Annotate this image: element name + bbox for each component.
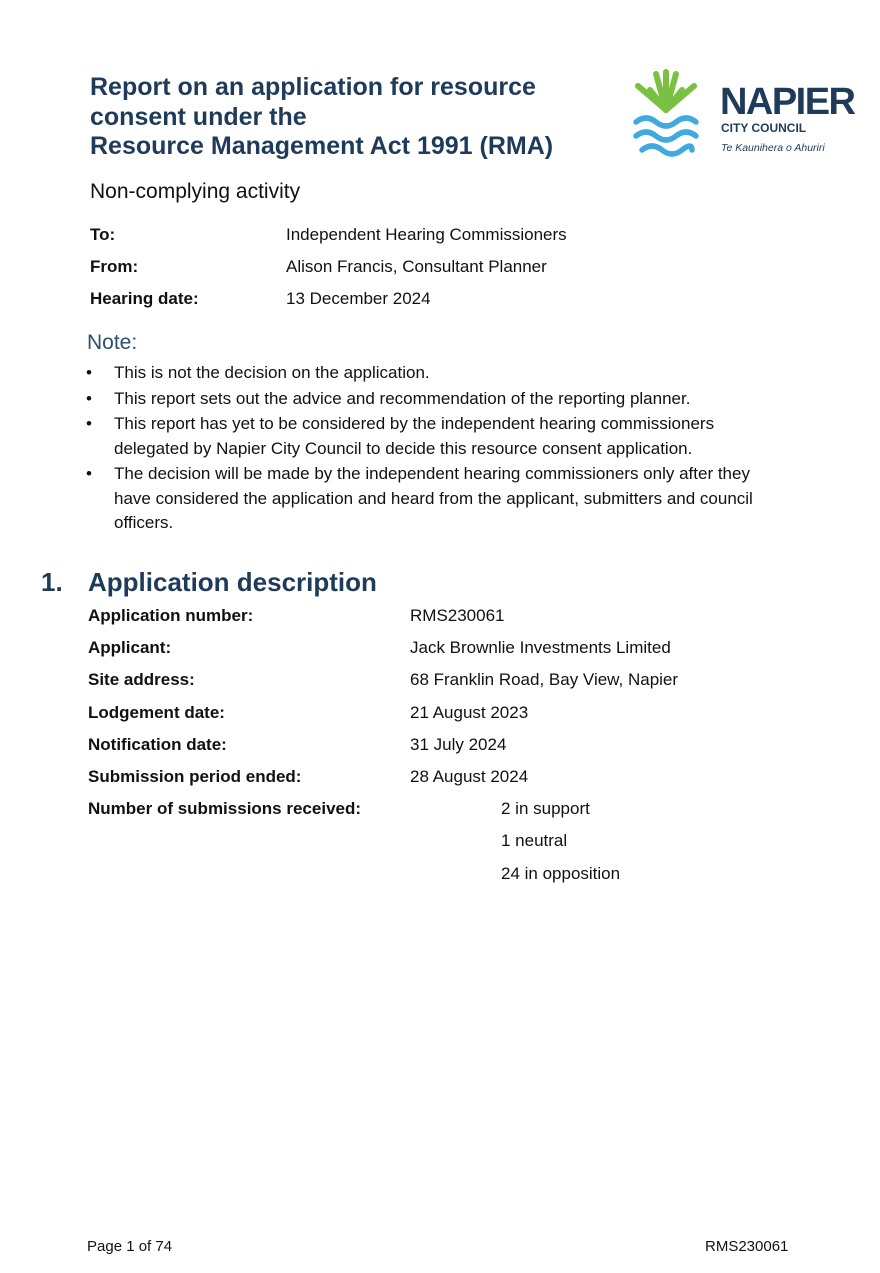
lodgement-date-value: 21 August 2023 [410, 703, 529, 722]
submissions-neutral: 1 neutral [501, 831, 568, 850]
submissions-received-label: Number of submissions received: [88, 799, 362, 818]
lodgement-date-label: Lodgement date: [88, 703, 225, 722]
notification-date-value: 31 July 2024 [410, 735, 507, 754]
title-line-1: Report on an application for resource [90, 73, 536, 101]
title-line-3: Resource Management Act 1991 (RMA) [90, 132, 554, 160]
note-heading: Note: [87, 331, 138, 354]
site-address-label: Site address: [88, 670, 195, 689]
napier-city-council-logo [632, 66, 862, 161]
note-list [86, 361, 766, 537]
leaf-icon [638, 72, 694, 110]
logo-sub: CITY COUNCIL [721, 121, 807, 135]
site-address-value: 68 Franklin Road, Bay View, Napier [410, 670, 679, 689]
wave-icon [636, 118, 696, 154]
note-item: • This is not the decision on the application. [86, 361, 766, 386]
bullet-icon: • [86, 464, 92, 483]
report-title [90, 73, 610, 162]
logo-name: NAPIER [720, 81, 856, 123]
application-number-label: Application number: [88, 606, 254, 625]
to-value: Independent Hearing Commissioners [286, 225, 567, 244]
section-number: 1. [41, 567, 63, 597]
submissions-opposition: 24 in opposition [501, 864, 621, 883]
note-item: • This report has yet to be considered by the independent hearing commissioners delegated by Napier City Council to decide this resource consent application. [86, 414, 715, 458]
notification-date-label: Notification date: [88, 735, 227, 754]
applicant-label: Applicant: [88, 638, 172, 657]
submission-period-label: Submission period ended: [88, 767, 302, 786]
submission-period-value: 28 August 2024 [410, 767, 529, 786]
hearing-date-label: Hearing date: [90, 289, 199, 308]
section-title: Application description [88, 567, 377, 597]
footer-reference: RMS230061 [705, 1238, 789, 1255]
bullet-icon: • [86, 363, 92, 382]
logo-tagline: Te Kaunihera o Ahuriri [721, 142, 825, 154]
page-number: Page 1 of 74 [87, 1238, 173, 1255]
submissions-support: 2 in support [501, 799, 590, 818]
note-item: • This report sets out the advice and recommendation of the reporting planner. [86, 387, 766, 412]
bullet-icon: • [86, 414, 92, 433]
application-number-value: RMS230061 [410, 606, 505, 625]
to-label: To: [90, 225, 116, 244]
from-value: Alison Francis, Consultant Planner [286, 257, 547, 276]
note-item: • The decision will be made by the independent hearing commissioners only after they have considered the application and heard from the applicant, submitters and council officers. [86, 464, 753, 532]
bullet-icon: • [86, 388, 92, 408]
applicant-value: Jack Brownlie Investments Limited [410, 638, 671, 657]
from-label: From: [90, 257, 139, 276]
hearing-date-value: 13 December 2024 [286, 289, 431, 308]
activity-type: Non-complying activity [90, 180, 301, 203]
title-line-2: consent under the [90, 102, 307, 131]
